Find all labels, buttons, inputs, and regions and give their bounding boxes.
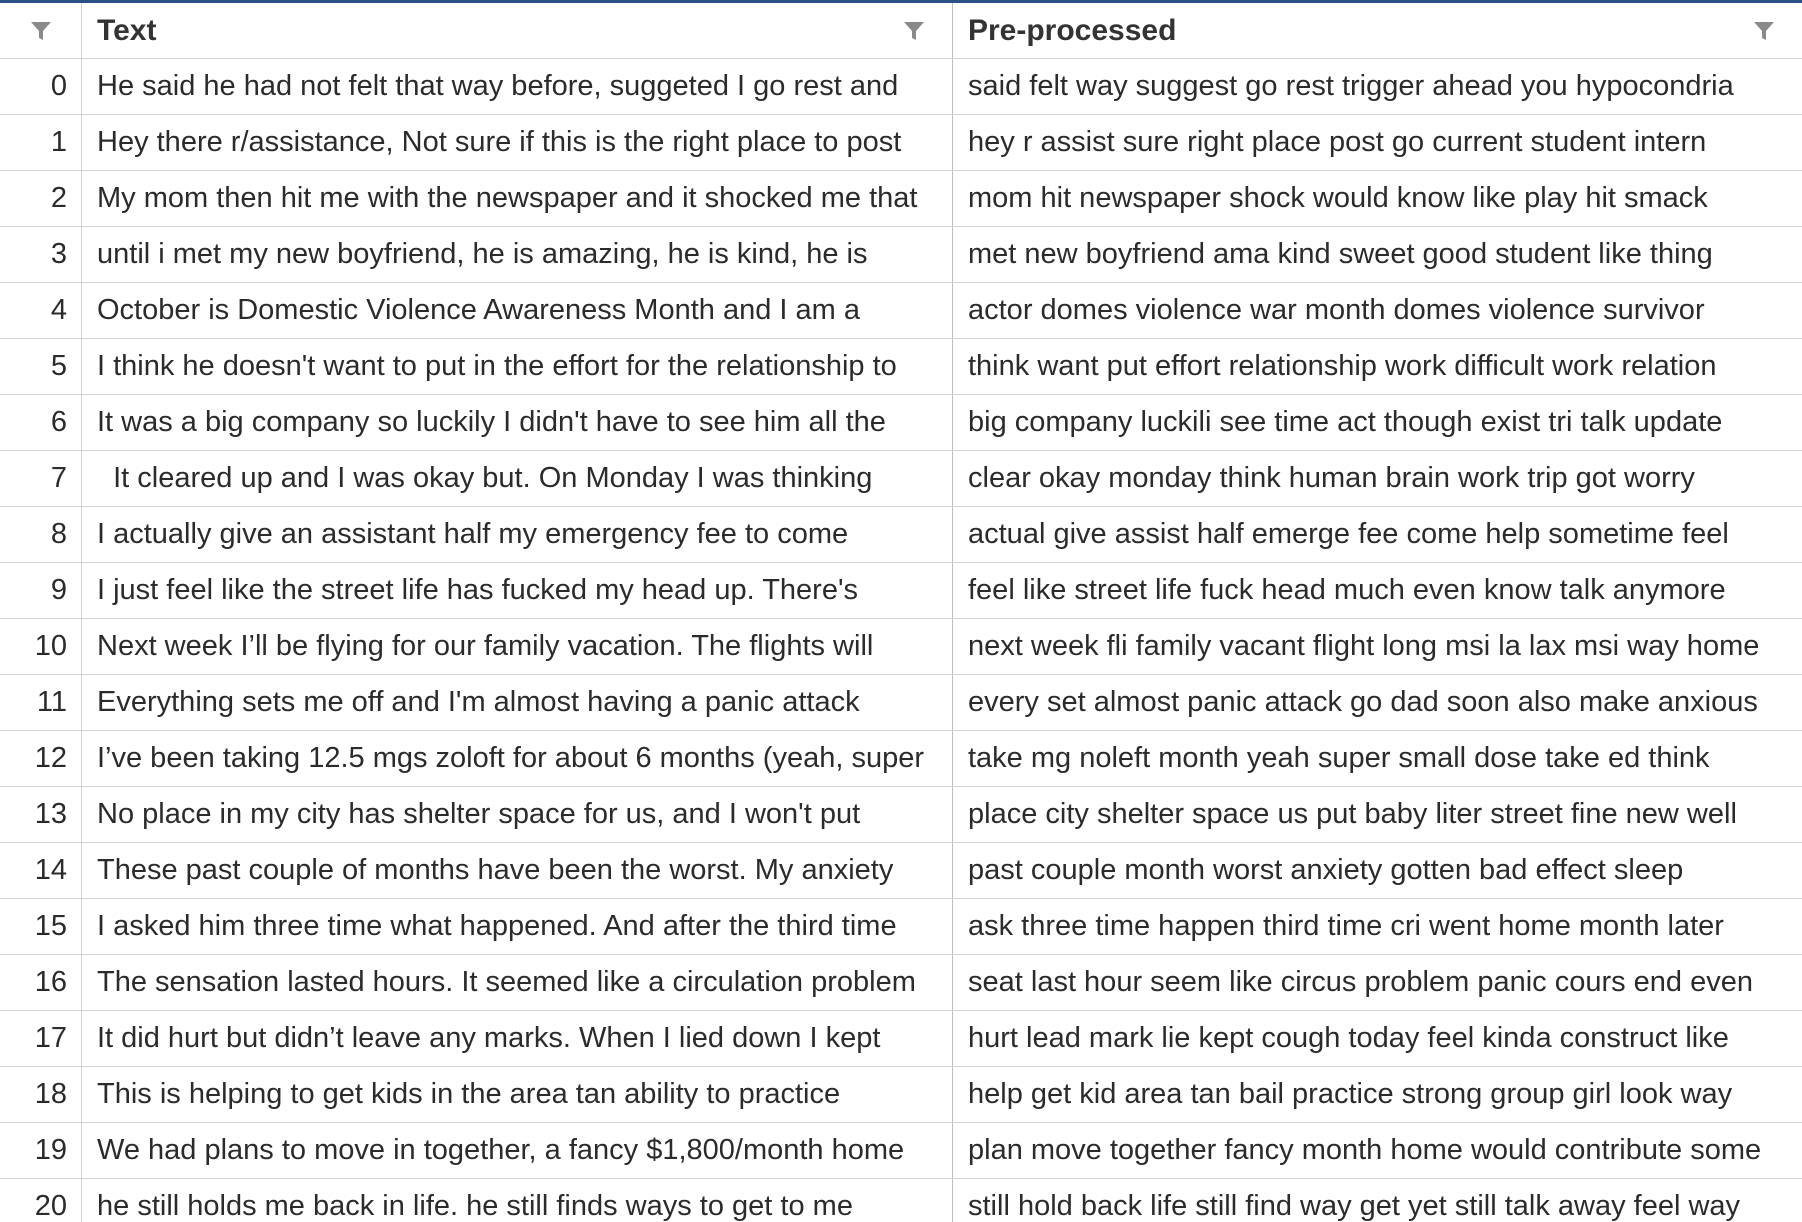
text-column-title: Text <box>97 13 157 47</box>
preprocessed-cell-value: hurt lead mark lie kept cough today feel kinda construct like <box>968 1022 1729 1054</box>
preprocessed-cell[interactable] <box>953 731 1802 786</box>
text-cell[interactable] <box>82 507 953 562</box>
row-index-label: 20 <box>34 1190 67 1222</box>
row-index-label: 7 <box>50 462 67 494</box>
row-index[interactable] <box>0 1179 82 1222</box>
text-cell-value: It was a big company so luckily I didn't have to see him all the <box>97 406 886 438</box>
text-cell-value: The sensation lasted hours. It seemed like a circulation problem <box>97 966 916 998</box>
row-index-label: 0 <box>50 70 67 102</box>
text-cell-value: Everything sets me off and I'm almost having a panic attack <box>97 686 860 718</box>
table-row[interactable] <box>0 619 1802 675</box>
row-index-label: 1 <box>50 126 67 158</box>
row-index[interactable] <box>0 731 82 786</box>
text-cell[interactable] <box>82 1123 953 1178</box>
row-index-label: 15 <box>34 910 67 942</box>
preprocessed-cell-value: still hold back life still find way get yet still talk away feel way <box>968 1190 1741 1222</box>
preprocessed-cell[interactable] <box>953 1067 1802 1122</box>
row-index-label: 3 <box>50 238 67 270</box>
table-row[interactable] <box>0 1067 1802 1123</box>
text-cell-value: We had plans to move in together, a fancy $1,800/month home <box>97 1134 905 1166</box>
preprocessed-cell[interactable] <box>953 171 1802 226</box>
preprocessed-cell-value: actual give assist half emerge fee come help sometime feel <box>968 518 1729 550</box>
row-index-label: 16 <box>34 966 67 998</box>
preprocessed-cell-value: met new boyfriend ama kind sweet good student like thing <box>968 238 1713 270</box>
text-cell[interactable] <box>82 619 953 674</box>
preprocessed-column-header[interactable] <box>953 3 1802 58</box>
text-filter-icon[interactable] <box>902 19 926 43</box>
text-cell[interactable] <box>82 115 953 170</box>
row-index[interactable] <box>0 1067 82 1122</box>
text-cell[interactable] <box>82 227 953 282</box>
preprocessed-cell-value: ask three time happen third time cri went home month later <box>968 910 1724 942</box>
row-index-label: 12 <box>34 742 67 774</box>
preprocessed-cell-value: big company luckili see time act though exist tri talk update <box>968 406 1723 438</box>
row-index[interactable] <box>0 59 82 114</box>
row-index[interactable] <box>0 339 82 394</box>
text-cell-value: I’ve been taking 12.5 mgs zoloft for about 6 months (yeah, super <box>97 742 924 774</box>
row-index-label: 2 <box>50 182 67 214</box>
table-row[interactable] <box>0 395 1802 451</box>
row-index[interactable] <box>0 787 82 842</box>
table-row[interactable] <box>0 59 1802 115</box>
index-filter-icon[interactable] <box>29 19 53 43</box>
text-cell-value: until i met my new boyfriend, he is amazing, he is kind, he is <box>97 238 868 270</box>
preprocessed-cell-value: actor domes violence war month domes violence survivor <box>968 294 1705 326</box>
text-cell[interactable] <box>82 1011 953 1066</box>
row-index[interactable] <box>0 507 82 562</box>
text-cell[interactable] <box>82 899 953 954</box>
preprocessed-column-title: Pre-processed <box>968 13 1177 47</box>
row-index[interactable] <box>0 1011 82 1066</box>
preprocessed-cell[interactable] <box>953 227 1802 282</box>
preprocessed-cell-value: past couple month worst anxiety gotten bad effect sleep <box>968 854 1684 886</box>
preprocessed-cell[interactable] <box>953 563 1802 618</box>
row-index-label: 18 <box>34 1078 67 1110</box>
row-index-label: 13 <box>34 798 67 830</box>
table-row[interactable] <box>0 339 1802 395</box>
preprocessed-cell[interactable] <box>953 115 1802 170</box>
text-cell[interactable] <box>82 675 953 730</box>
preprocessed-cell-value: plan move together fancy month home would contribute some <box>968 1134 1762 1166</box>
table-row[interactable] <box>0 899 1802 955</box>
preprocessed-filter-icon[interactable] <box>1752 19 1776 43</box>
row-index-label: 5 <box>50 350 67 382</box>
table-row[interactable] <box>0 451 1802 507</box>
preprocessed-cell[interactable] <box>953 955 1802 1010</box>
table-row[interactable] <box>0 843 1802 899</box>
index-header[interactable] <box>0 3 82 58</box>
text-cell[interactable] <box>82 283 953 338</box>
text-cell-value: October is Domestic Violence Awareness Month and I am a <box>97 294 860 326</box>
text-cell-value: Hey there r/assistance, Not sure if this is the right place to post <box>97 126 902 158</box>
preprocessed-cell[interactable] <box>953 339 1802 394</box>
row-index-label: 19 <box>34 1134 67 1166</box>
table-row[interactable] <box>0 731 1802 787</box>
preprocessed-cell-value: said felt way suggest go rest trigger ahead you hypocondria <box>968 70 1734 102</box>
table-row[interactable] <box>0 171 1802 227</box>
text-cell[interactable] <box>82 171 953 226</box>
row-index[interactable] <box>0 619 82 674</box>
text-cell-value: he still holds me back in life. he still finds ways to get to me <box>97 1190 853 1222</box>
table-row[interactable] <box>0 283 1802 339</box>
text-cell-value: I think he doesn't want to put in the effort for the relationship to <box>97 350 897 382</box>
preprocessed-cell[interactable] <box>953 395 1802 450</box>
text-cell-value: It did hurt but didn’t leave any marks. When I lied down I kept <box>97 1022 881 1054</box>
row-index[interactable] <box>0 227 82 282</box>
preprocessed-cell[interactable] <box>953 899 1802 954</box>
row-index[interactable] <box>0 115 82 170</box>
text-cell-value: My mom then hit me with the newspaper and it shocked me that <box>97 182 918 214</box>
text-cell-value: This is helping to get kids in the area tan ability to practice <box>97 1078 841 1110</box>
text-cell[interactable] <box>82 731 953 786</box>
text-cell-value: He said he had not felt that way before, suggeted I go rest and <box>97 70 899 102</box>
table-row[interactable] <box>0 115 1802 171</box>
preprocessed-cell[interactable] <box>953 787 1802 842</box>
preprocessed-cell[interactable] <box>953 451 1802 506</box>
preprocessed-cell-value: clear okay monday think human brain work trip got worry <box>968 462 1695 494</box>
text-cell[interactable] <box>82 339 953 394</box>
text-cell[interactable] <box>82 1067 953 1122</box>
row-index-label: 10 <box>34 630 67 662</box>
text-cell[interactable] <box>82 843 953 898</box>
preprocessed-cell[interactable] <box>953 283 1802 338</box>
table-row[interactable] <box>0 1011 1802 1067</box>
text-cell-value: It cleared up and I was okay but. On Monday I was thinking <box>97 462 873 494</box>
preprocessed-cell-value: mom hit newspaper shock would know like play hit smack <box>968 182 1708 214</box>
table-row[interactable] <box>0 1179 1802 1222</box>
preprocessed-cell[interactable] <box>953 1123 1802 1178</box>
preprocessed-cell[interactable] <box>953 59 1802 114</box>
table-body <box>0 59 1802 1222</box>
preprocessed-cell-value: think want put effort relationship work difficult work relation <box>968 350 1717 382</box>
row-index[interactable] <box>0 171 82 226</box>
text-column-header[interactable] <box>82 3 953 58</box>
row-index[interactable] <box>0 843 82 898</box>
row-index[interactable] <box>0 899 82 954</box>
row-index[interactable] <box>0 1123 82 1178</box>
table-row[interactable] <box>0 675 1802 731</box>
text-cell[interactable] <box>82 395 953 450</box>
row-index[interactable] <box>0 451 82 506</box>
row-index-label: 14 <box>34 854 67 886</box>
table-row[interactable] <box>0 563 1802 619</box>
preprocessed-cell[interactable] <box>953 507 1802 562</box>
row-index-label: 8 <box>50 518 67 550</box>
text-cell[interactable] <box>82 787 953 842</box>
text-cell[interactable] <box>82 955 953 1010</box>
preprocessed-cell-value: hey r assist sure right place post go current student intern <box>968 126 1707 158</box>
row-index-label: 6 <box>50 406 67 438</box>
preprocessed-cell-value: feel like street life fuck head much even know talk anymore <box>968 574 1726 606</box>
row-index-label: 9 <box>50 574 67 606</box>
text-cell-value: I actually give an assistant half my emergency fee to come <box>97 518 849 550</box>
text-cell[interactable] <box>82 1179 953 1222</box>
row-index[interactable] <box>0 563 82 618</box>
header-row <box>0 3 1802 59</box>
text-cell-value: Next week I’ll be flying for our family vacation. The flights will <box>97 630 874 662</box>
preprocessed-cell[interactable] <box>953 1011 1802 1066</box>
text-cell-value: I just feel like the street life has fucked my head up. There's <box>97 574 859 606</box>
preprocessed-cell-value: next week fli family vacant flight long msi la lax msi way home <box>968 630 1760 662</box>
preprocessed-cell-value: help get kid area tan bail practice strong group girl look way <box>968 1078 1733 1110</box>
table-row[interactable] <box>0 507 1802 563</box>
row-index[interactable] <box>0 395 82 450</box>
preprocessed-cell-value: seat last hour seem like circus problem panic cours end even <box>968 966 1753 998</box>
preprocessed-cell-value: take mg noleft month yeah super small dose take ed think <box>968 742 1710 774</box>
table-row[interactable] <box>0 227 1802 283</box>
preprocessed-cell-value: place city shelter space us put baby liter street fine new well <box>968 798 1737 830</box>
table-row[interactable] <box>0 1123 1802 1179</box>
table-row[interactable] <box>0 787 1802 843</box>
preprocessed-cell-value: every set almost panic attack go dad soon also make anxious <box>968 686 1758 718</box>
data-grid <box>0 3 1802 1222</box>
text-cell-value: These past couple of months have been the worst. My anxiety <box>97 854 894 886</box>
text-cell[interactable] <box>82 59 953 114</box>
text-cell-value: I asked him three time what happened. And after the third time <box>97 910 897 942</box>
row-index[interactable] <box>0 955 82 1010</box>
text-cell[interactable] <box>82 451 953 506</box>
text-cell[interactable] <box>82 563 953 618</box>
preprocessed-cell[interactable] <box>953 619 1802 674</box>
preprocessed-cell[interactable] <box>953 843 1802 898</box>
row-index[interactable] <box>0 283 82 338</box>
row-index-label: 17 <box>34 1022 67 1054</box>
row-index[interactable] <box>0 675 82 730</box>
preprocessed-cell[interactable] <box>953 675 1802 730</box>
table-row[interactable] <box>0 955 1802 1011</box>
preprocessed-cell[interactable] <box>953 1179 1802 1222</box>
row-index-label: 11 <box>36 686 67 718</box>
text-cell-value: No place in my city has shelter space for us, and I won't put <box>97 798 861 830</box>
row-index-label: 4 <box>50 294 67 326</box>
